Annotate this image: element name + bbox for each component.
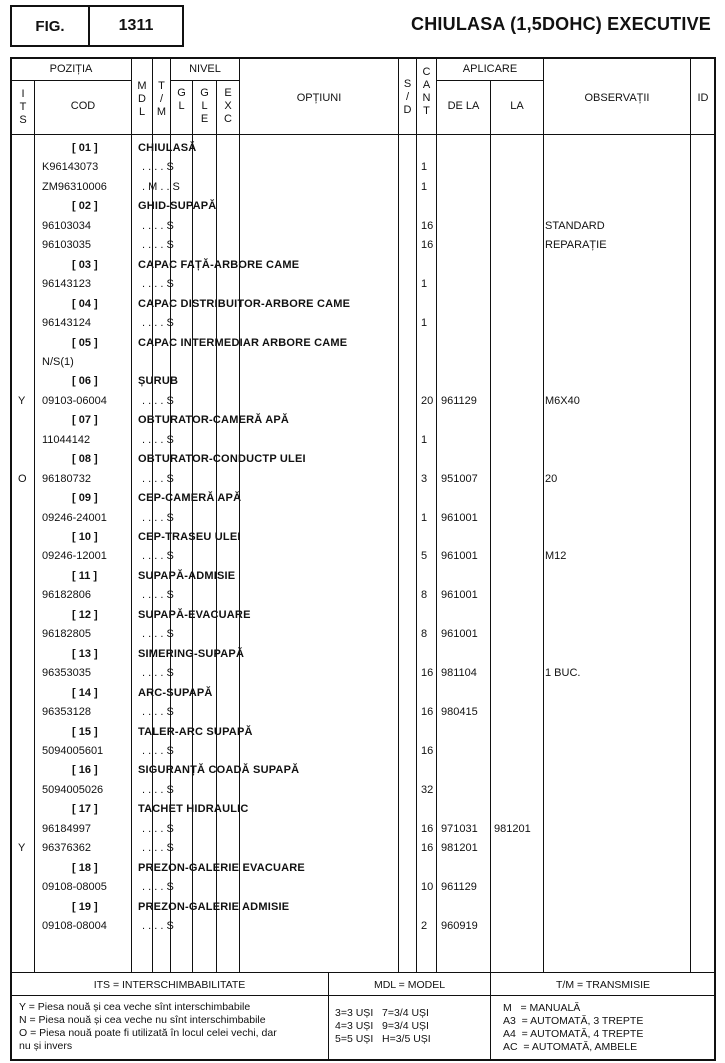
- header-exc: E X C: [224, 87, 232, 125]
- quantity: 5: [421, 550, 428, 563]
- level-markers: . . . . S: [142, 239, 174, 252]
- observation: REPARAȚIE: [545, 239, 607, 252]
- group-row: [0, 450, 725, 469]
- quantity: 1: [421, 317, 428, 330]
- quantity: 1: [421, 161, 428, 174]
- table-row: [0, 878, 725, 897]
- legend-its-title: ITS = INTERSCHIMBABILITATE: [93, 979, 246, 991]
- page-title: CHIULASA (1,5DOHC) EXECUTIVE: [411, 14, 711, 34]
- group-row: [0, 723, 725, 742]
- level-markers: . . . . S: [142, 278, 174, 291]
- its-code: O: [18, 472, 27, 485]
- position-number: [ 12 ]: [72, 608, 98, 621]
- level-markers: . . . . S: [142, 628, 174, 641]
- quantity: 8: [421, 628, 428, 641]
- table-row: [0, 625, 725, 644]
- part-code: 5094005026: [42, 783, 104, 796]
- applies-from: 971031: [441, 822, 478, 835]
- header-aplicare: APLICARE: [462, 63, 518, 75]
- legend-its-line: O = Piesa nouă poate fi utilizată în locul celei vechi, dar: [19, 1027, 277, 1039]
- quantity: 3: [421, 472, 428, 485]
- table-row: [0, 703, 725, 722]
- level-markers: . . . . S: [142, 550, 174, 563]
- group-row: [0, 197, 725, 216]
- table-row: [0, 178, 725, 197]
- applies-from: 961001: [441, 628, 478, 641]
- header-gle: G L E: [200, 87, 209, 125]
- position-number: [ 14 ]: [72, 686, 98, 699]
- legend-mdl-line: 4=3 UȘI 9=3/4 UȘI: [335, 1020, 429, 1032]
- group-row: [0, 567, 725, 586]
- position-number: [ 17 ]: [72, 803, 98, 816]
- position-number: [ 06 ]: [72, 375, 98, 388]
- legend-mdl-line: 5=5 UȘI H=3/5 UȘI: [335, 1033, 431, 1045]
- part-name: CAPAC FAȚĂ-ARBORE CAME: [138, 258, 300, 271]
- part-code: 09246-12001: [42, 550, 107, 563]
- level-markers: . . . . S: [142, 511, 174, 524]
- legend-tm-line: AC = AUTOMATĂ, AMBELE: [503, 1041, 638, 1053]
- applies-from: 981201: [441, 842, 478, 855]
- part-name: SIMERING-SUPAPĂ: [138, 647, 245, 660]
- position-number: [ 11 ]: [72, 569, 98, 582]
- table-row: [0, 917, 725, 936]
- part-name: OBTURATOR-CONDUCTP ULEI: [138, 453, 306, 466]
- legend-mdl-title: MDL = MODEL: [373, 979, 446, 991]
- legend-its-line: nu și invers: [19, 1040, 73, 1052]
- part-name: PREZON-GALERIE EVACUARE: [138, 861, 305, 874]
- quantity: 16: [421, 822, 434, 835]
- quantity: 1: [421, 278, 428, 291]
- legend-tm-line: M = MANUALĂ: [503, 1002, 581, 1014]
- header-la: LA: [510, 100, 524, 112]
- applies-from: 961129: [441, 881, 477, 894]
- group-row: [0, 372, 725, 391]
- quantity: 1: [421, 433, 428, 446]
- header-tm: T / M: [156, 80, 167, 118]
- observation: M12: [545, 550, 567, 563]
- part-name: CHIULASĂ: [138, 142, 197, 154]
- part-code: 96184997: [42, 822, 91, 835]
- header-gl: G L: [177, 87, 186, 112]
- header-cant: C A N T: [422, 66, 431, 117]
- position-number: [ 09 ]: [72, 492, 98, 505]
- table-row: [0, 509, 725, 528]
- part-code: 96353035: [42, 667, 91, 680]
- its-code: Y: [18, 394, 26, 407]
- table-row: [0, 353, 725, 372]
- quantity: 16: [421, 706, 434, 719]
- legend-its-line: Y = Piesa nouă și cea veche sînt interschimbabile: [19, 1001, 251, 1013]
- part-code: 96103034: [42, 219, 91, 232]
- group-row: [0, 684, 725, 703]
- level-markers: . . . . S: [142, 433, 174, 446]
- quantity: 16: [421, 239, 434, 252]
- fig-number: 1311: [88, 5, 184, 47]
- table-row: [0, 839, 725, 858]
- quantity: 8: [421, 589, 428, 602]
- position-number: [ 16 ]: [72, 764, 98, 777]
- position-number: [ 05 ]: [72, 336, 98, 349]
- table-row: [0, 470, 725, 489]
- level-markers: . . . . S: [142, 783, 174, 796]
- its-code: Y: [18, 842, 26, 855]
- level-markers: . . . . S: [142, 822, 174, 835]
- quantity: 20: [421, 394, 434, 407]
- level-markers: . M . . S: [142, 180, 180, 193]
- group-row: [0, 859, 725, 878]
- pozitia-divider: [11, 80, 131, 81]
- level-markers: . . . . S: [142, 706, 174, 719]
- part-name: ARC-SUPAPĂ: [138, 686, 213, 699]
- legend-its-line: N = Piesa nouă și cea veche nu sînt interschimbabile: [19, 1014, 266, 1026]
- quantity: 16: [421, 667, 434, 680]
- part-code: 96143124: [42, 317, 91, 330]
- applies-from: 961001: [441, 589, 478, 602]
- table-row: [0, 586, 725, 605]
- observation: 1 BUC.: [545, 667, 581, 680]
- table-row: [0, 314, 725, 333]
- table-row: [0, 236, 725, 255]
- applies-from: 951007: [441, 472, 478, 485]
- position-number: [ 03 ]: [72, 258, 98, 271]
- applies-from: 981104: [441, 667, 477, 680]
- header-mdl: M D L: [137, 80, 147, 118]
- quantity: 2: [421, 920, 428, 932]
- part-name: GHID-SUPAPĂ: [138, 200, 217, 213]
- position-number: [ 10 ]: [72, 531, 98, 543]
- part-code: N/S(1): [42, 355, 74, 368]
- group-row: [0, 761, 725, 780]
- part-name: OBTURATOR-CAMERĂ APĂ: [138, 414, 290, 427]
- position-number: [ 18 ]: [72, 861, 98, 874]
- level-markers: . . . . S: [142, 744, 174, 757]
- level-markers: . . . . S: [142, 589, 174, 602]
- applies-from: 961129: [441, 394, 477, 407]
- header-cod: COD: [70, 100, 96, 112]
- observation: STANDARD: [545, 219, 605, 232]
- group-row: [0, 411, 725, 430]
- table-row: [0, 158, 725, 177]
- part-name: CAPAC INTERMEDIAR ARBORE CAME: [138, 336, 348, 349]
- position-number: [ 07 ]: [72, 414, 98, 427]
- level-markers: . . . . S: [142, 472, 174, 485]
- group-row: [0, 528, 725, 547]
- position-number: [ 04 ]: [72, 297, 98, 310]
- applies-from: 961001: [441, 511, 478, 524]
- part-code: 96182805: [42, 628, 91, 641]
- group-row: [0, 295, 725, 314]
- table-row: [0, 781, 725, 800]
- part-name: TACHET HIDRAULIC: [138, 803, 249, 816]
- position-number: [ 02 ]: [72, 200, 98, 213]
- table-row: [0, 742, 725, 761]
- quantity: 16: [421, 842, 434, 855]
- table-row: [0, 431, 725, 450]
- part-code: 09103-06004: [42, 394, 107, 407]
- quantity: 1: [421, 511, 428, 524]
- level-markers: . . . . S: [142, 317, 174, 330]
- level-markers: . . . . S: [142, 920, 174, 932]
- table-row: [0, 820, 725, 839]
- quantity: 16: [421, 744, 434, 757]
- part-name: SUPAPĂ-EVACUARE: [138, 608, 251, 621]
- legend-mdl-line: 3=3 UȘI 7=3/4 UȘI: [335, 1007, 429, 1019]
- group-row: [0, 898, 725, 917]
- quantity: 10: [421, 881, 434, 894]
- part-code: 09246-24001: [42, 511, 107, 524]
- observation: M6X40: [545, 394, 580, 407]
- legend-title-line: [11, 995, 715, 996]
- part-code: 11044142: [42, 433, 91, 446]
- level-markers: . . . . S: [142, 394, 174, 407]
- group-row: [0, 800, 725, 819]
- level-markers: . . . . S: [142, 881, 174, 894]
- quantity: 16: [421, 219, 434, 232]
- header-sd: S / D: [403, 78, 412, 116]
- part-code: 96182806: [42, 589, 91, 602]
- header-observatii: OBSERVAȚII: [584, 92, 650, 104]
- legend-tm-title: T/M = TRANSMISIE: [555, 979, 651, 991]
- part-code: 96376362: [42, 842, 91, 855]
- group-row: [0, 645, 725, 664]
- legend-tm-line: A3 = AUTOMATĂ, 3 TREPTE: [503, 1015, 644, 1027]
- header-dela: DE LA: [447, 100, 480, 112]
- legend-tm-line: A4 = AUTOMATĂ, 4 TREPTE: [503, 1028, 644, 1040]
- group-row: [0, 256, 725, 275]
- part-name: SIGURANȚĂ COADĂ SUPAPĂ: [138, 764, 300, 777]
- part-code: 96353128: [42, 706, 91, 719]
- level-markers: . . . . S: [142, 219, 174, 232]
- part-name: CEP-TRASEU ULEI: [138, 531, 241, 543]
- position-number: [ 08 ]: [72, 453, 98, 466]
- applies-from: 961001: [441, 550, 478, 563]
- group-row: [0, 606, 725, 625]
- legend-top-line: [11, 972, 715, 973]
- part-code: 96143123: [42, 278, 91, 291]
- part-name: CEP-CAMERĂ APĂ: [138, 492, 242, 505]
- group-row: [0, 489, 725, 508]
- group-row: [0, 334, 725, 353]
- position-number: [ 13 ]: [72, 647, 98, 660]
- part-code: 96180732: [42, 472, 91, 485]
- table-row: [0, 664, 725, 683]
- part-name: CAPAC DISTRIBUITOR-ARBORE CAME: [138, 297, 351, 310]
- applies-to: 981201: [494, 822, 531, 835]
- part-code: 5094005601: [42, 744, 104, 757]
- part-name: ȘURUB: [138, 375, 179, 388]
- fig-label: FIG.: [10, 5, 90, 47]
- header-bottom-line: [11, 134, 715, 135]
- header-pozitia: POZIȚIA: [49, 63, 93, 75]
- table-row: [0, 392, 725, 411]
- position-number: [ 01 ]: [72, 142, 98, 154]
- header-its: I T S: [19, 88, 27, 126]
- applies-from: 980415: [441, 706, 478, 719]
- header-id: ID: [697, 92, 709, 104]
- position-number: [ 19 ]: [72, 900, 98, 913]
- quantity: 1: [421, 180, 428, 193]
- quantity: 32: [421, 783, 434, 796]
- part-name: TALER-ARC SUPAPĂ: [138, 725, 253, 738]
- level-markers: . . . . S: [142, 161, 174, 174]
- observation: 20: [545, 472, 558, 485]
- header-optiuni: OPȚIUNI: [296, 92, 342, 104]
- part-name: SUPAPĂ-ADMISIE: [138, 569, 236, 582]
- part-code: ZM96310006: [42, 180, 107, 193]
- part-code: 96103035: [42, 239, 91, 252]
- part-name: PREZON-GALERIE ADMISIE: [138, 900, 290, 913]
- level-markers: . . . . S: [142, 667, 174, 680]
- applies-from: 960919: [441, 920, 478, 932]
- table-row: [0, 547, 725, 566]
- group-row: [0, 139, 725, 158]
- level-markers: . . . . S: [142, 842, 174, 855]
- nivel-divider: [170, 80, 239, 81]
- position-number: [ 15 ]: [72, 725, 98, 738]
- part-code: 09108-08004: [42, 920, 107, 932]
- part-code: K96143073: [42, 161, 99, 174]
- header-nivel: NIVEL: [189, 63, 221, 75]
- part-code: 09108-08005: [42, 881, 107, 894]
- table-row: [0, 217, 725, 236]
- table-row: [0, 275, 725, 294]
